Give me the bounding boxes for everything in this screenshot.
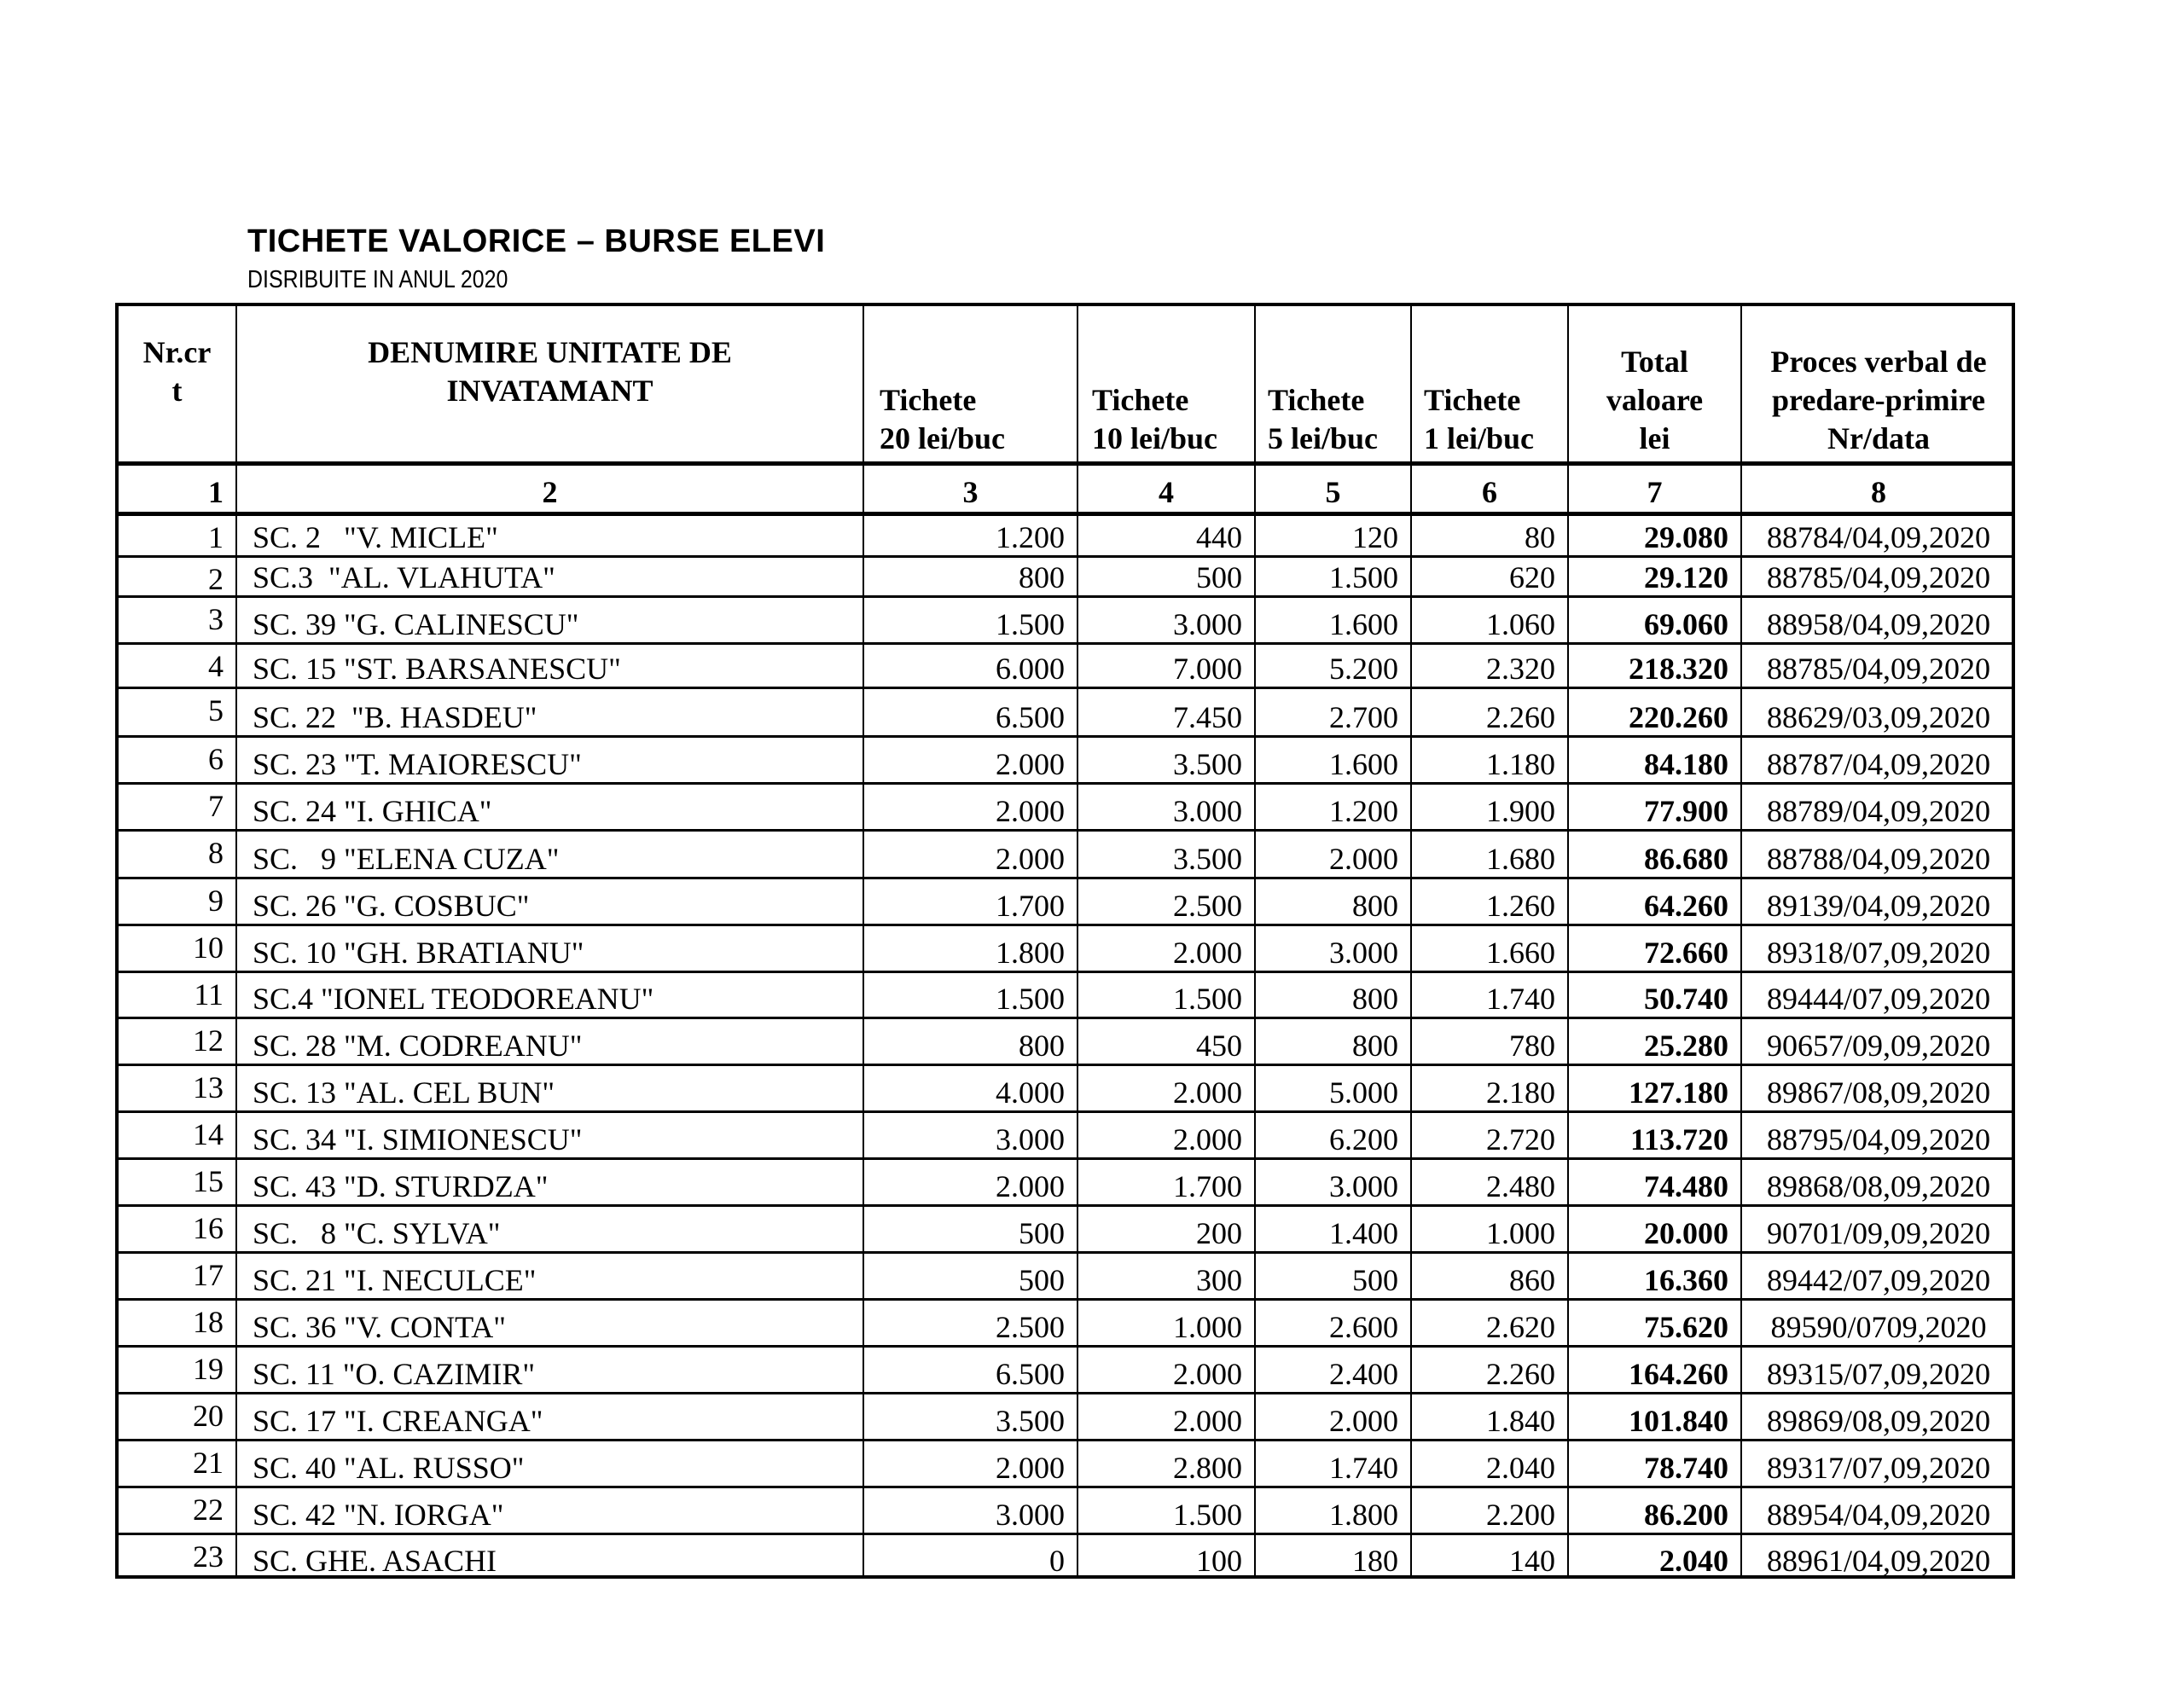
cell-total-valoare: 2.040 bbox=[1567, 1535, 1740, 1579]
cell-school-name: SC. 43 "D. STURDZA" bbox=[235, 1160, 863, 1204]
cell-tichete-5: 180 bbox=[1254, 1535, 1410, 1579]
cell-nr-crt: 9 bbox=[208, 884, 224, 918]
cell-proces-verbal: 89590/0709,2020 bbox=[1740, 1301, 2015, 1345]
column-index-row bbox=[119, 461, 2012, 512]
cell-tichete-1: 2.620 bbox=[1410, 1301, 1567, 1345]
cell-total-valoare: 29.080 bbox=[1567, 516, 1740, 555]
cell-tichete-1: 620 bbox=[1410, 558, 1567, 595]
header-nr-crt-line-2: t bbox=[171, 374, 183, 408]
table-row bbox=[119, 1345, 2012, 1392]
header-denumire-line-1: DENUMIRE UNITATE DE bbox=[368, 335, 732, 369]
cell-tichete-20: 1.700 bbox=[863, 879, 1077, 924]
cell-tichete-10: 7.450 bbox=[1077, 689, 1254, 735]
cell-tichete-10: 1.000 bbox=[1077, 1301, 1254, 1345]
cell-total-valoare: 74.480 bbox=[1567, 1160, 1740, 1204]
cell-tichete-1: 1.680 bbox=[1410, 832, 1567, 877]
table-row bbox=[119, 1251, 2012, 1298]
cell-proces-verbal: 88784/04,09,2020 bbox=[1740, 516, 2015, 555]
cell-tichete-5: 5.000 bbox=[1254, 1066, 1410, 1110]
cell-proces-verbal: 89442/07,09,2020 bbox=[1740, 1254, 2015, 1298]
cell-tichete-20: 2.000 bbox=[863, 1160, 1077, 1204]
cell-proces-verbal: 88629/03,09,2020 bbox=[1740, 689, 2015, 735]
header-tichete-1 bbox=[1410, 306, 1567, 461]
header-nr-crt bbox=[119, 306, 235, 461]
cell-proces-verbal: 88785/04,09,2020 bbox=[1740, 558, 2015, 595]
cell-nr-crt: 5 bbox=[208, 693, 224, 728]
header-pv-line-2: predare-primire bbox=[1772, 383, 1985, 417]
cell-nr-crt: 4 bbox=[208, 649, 224, 683]
cell-tichete-20: 6.500 bbox=[863, 689, 1077, 735]
table-row bbox=[119, 555, 2012, 595]
cell-proces-verbal: 88787/04,09,2020 bbox=[1740, 738, 2015, 782]
cell-school-name: SC. 40 "AL. RUSSO" bbox=[235, 1441, 863, 1486]
cell-proces-verbal: 88795/04,09,2020 bbox=[1740, 1113, 2015, 1157]
cell-proces-verbal: 88954/04,09,2020 bbox=[1740, 1488, 2015, 1533]
cell-nr-crt: 19 bbox=[193, 1352, 224, 1386]
cell-tichete-1: 1.180 bbox=[1410, 738, 1567, 782]
header-nr-crt-line-1: Nr.cr bbox=[142, 335, 212, 369]
cell-tichete-10: 500 bbox=[1077, 558, 1254, 595]
cell-tichete-5: 1.400 bbox=[1254, 1207, 1410, 1251]
cell-school-name: SC.4 "IONEL TEODOREANU" bbox=[235, 973, 863, 1017]
cell-nr-crt: 17 bbox=[193, 1258, 224, 1292]
cell-school-name: SC. 42 "N. IORGA" bbox=[235, 1488, 863, 1533]
cell-tichete-20: 2.500 bbox=[863, 1301, 1077, 1345]
table-row bbox=[119, 924, 2012, 971]
cell-tichete-1: 1.900 bbox=[1410, 785, 1567, 829]
header-tichete-20-line-1: Tichete bbox=[880, 383, 977, 417]
table-row bbox=[119, 1533, 2012, 1579]
column-index: 5 bbox=[1254, 466, 1410, 512]
cell-proces-verbal: 88789/04,09,2020 bbox=[1740, 785, 2015, 829]
header-total-line-1: Total bbox=[1621, 345, 1688, 379]
cell-tichete-10: 3.000 bbox=[1077, 785, 1254, 829]
table-row bbox=[119, 1110, 2012, 1157]
cell-proces-verbal: 89869/08,09,2020 bbox=[1740, 1394, 2015, 1439]
cell-tichete-10: 1.700 bbox=[1077, 1160, 1254, 1204]
cell-tichete-20: 4.000 bbox=[863, 1066, 1077, 1110]
cell-tichete-5: 800 bbox=[1254, 973, 1410, 1017]
cell-tichete-5: 2.000 bbox=[1254, 1394, 1410, 1439]
cell-tichete-5: 2.600 bbox=[1254, 1301, 1410, 1345]
cell-nr-crt: 2 bbox=[208, 562, 224, 595]
cell-school-name: SC.3 "AL. VLAHUTA" bbox=[235, 558, 863, 595]
cell-tichete-20: 6.500 bbox=[863, 1348, 1077, 1392]
cell-tichete-1: 2.320 bbox=[1410, 645, 1567, 687]
cell-tichete-20: 1.800 bbox=[863, 926, 1077, 971]
cell-proces-verbal: 88788/04,09,2020 bbox=[1740, 832, 2015, 877]
cell-tichete-10: 2.000 bbox=[1077, 1348, 1254, 1392]
cell-total-valoare: 78.740 bbox=[1567, 1441, 1740, 1486]
cell-tichete-5: 800 bbox=[1254, 1019, 1410, 1064]
cell-tichete-5: 1.740 bbox=[1254, 1441, 1410, 1486]
cell-tichete-5: 1.600 bbox=[1254, 598, 1410, 642]
cell-school-name: SC. 39 "G. CALINESCU" bbox=[235, 598, 863, 642]
table-row bbox=[119, 1064, 2012, 1110]
cell-tichete-1: 860 bbox=[1410, 1254, 1567, 1298]
cell-tichete-5: 800 bbox=[1254, 879, 1410, 924]
cell-school-name: SC. GHE. ASACHI bbox=[235, 1535, 863, 1579]
tickets-table bbox=[115, 303, 2015, 1579]
cell-tichete-1: 1.000 bbox=[1410, 1207, 1567, 1251]
cell-tichete-5: 2.000 bbox=[1254, 832, 1410, 877]
column-index: 6 bbox=[1410, 466, 1567, 512]
cell-tichete-10: 2.000 bbox=[1077, 1113, 1254, 1157]
cell-tichete-20: 2.000 bbox=[863, 1441, 1077, 1486]
cell-school-name: SC. 11 "O. CAZIMIR" bbox=[235, 1348, 863, 1392]
header-total-line-2: valoare bbox=[1606, 383, 1704, 417]
table-row bbox=[119, 642, 2012, 687]
cell-proces-verbal: 89318/07,09,2020 bbox=[1740, 926, 2015, 971]
cell-school-name: SC. 8 "C. SYLVA" bbox=[235, 1207, 863, 1251]
cell-total-valoare: 20.000 bbox=[1567, 1207, 1740, 1251]
header-tichete-10-line-1: Tichete bbox=[1092, 383, 1189, 417]
cell-tichete-5: 2.400 bbox=[1254, 1348, 1410, 1392]
cell-nr-crt: 22 bbox=[193, 1493, 224, 1527]
table-row bbox=[119, 829, 2012, 877]
cell-nr-crt: 20 bbox=[193, 1399, 224, 1433]
cell-tichete-5: 1.600 bbox=[1254, 738, 1410, 782]
cell-tichete-20: 6.000 bbox=[863, 645, 1077, 687]
cell-tichete-1: 1.060 bbox=[1410, 598, 1567, 642]
cell-total-valoare: 127.180 bbox=[1567, 1066, 1740, 1110]
cell-school-name: SC. 2 "V. MICLE" bbox=[235, 516, 863, 555]
table-row bbox=[119, 877, 2012, 924]
table-row bbox=[119, 1157, 2012, 1204]
cell-tichete-20: 3.000 bbox=[863, 1488, 1077, 1533]
header-total-valoare bbox=[1567, 306, 1740, 461]
cell-tichete-1: 2.200 bbox=[1410, 1488, 1567, 1533]
cell-tichete-1: 1.660 bbox=[1410, 926, 1567, 971]
cell-tichete-10: 200 bbox=[1077, 1207, 1254, 1251]
cell-tichete-1: 1.840 bbox=[1410, 1394, 1567, 1439]
header-tichete-10 bbox=[1077, 306, 1254, 461]
cell-tichete-1: 1.740 bbox=[1410, 973, 1567, 1017]
header-tichete-20 bbox=[863, 306, 1077, 461]
cell-tichete-10: 7.000 bbox=[1077, 645, 1254, 687]
cell-tichete-10: 2.000 bbox=[1077, 1394, 1254, 1439]
cell-tichete-5: 1.200 bbox=[1254, 785, 1410, 829]
cell-nr-crt: 16 bbox=[193, 1211, 224, 1245]
table-header-row bbox=[119, 306, 2012, 461]
header-tichete-10-line-2: 10 lei/buc bbox=[1092, 421, 1218, 455]
cell-proces-verbal: 89315/07,09,2020 bbox=[1740, 1348, 2015, 1392]
cell-tichete-20: 500 bbox=[863, 1254, 1077, 1298]
cell-proces-verbal: 89444/07,09,2020 bbox=[1740, 973, 2015, 1017]
cell-tichete-20: 3.500 bbox=[863, 1394, 1077, 1439]
cell-total-valoare: 164.260 bbox=[1567, 1348, 1740, 1392]
header-tichete-5-line-2: 5 lei/buc bbox=[1268, 421, 1379, 455]
cell-tichete-1: 2.480 bbox=[1410, 1160, 1567, 1204]
table-row bbox=[119, 1204, 2012, 1251]
cell-school-name: SC. 22 "B. HASDEU" bbox=[235, 689, 863, 735]
document-title: TICHETE VALORICE – BURSE ELEVI bbox=[247, 223, 826, 259]
cell-tichete-5: 3.000 bbox=[1254, 1160, 1410, 1204]
cell-total-valoare: 101.840 bbox=[1567, 1394, 1740, 1439]
header-tichete-20-line-2: 20 lei/buc bbox=[880, 421, 1006, 455]
cell-tichete-10: 100 bbox=[1077, 1535, 1254, 1579]
cell-school-name: SC. 23 "T. MAIORESCU" bbox=[235, 738, 863, 782]
cell-total-valoare: 75.620 bbox=[1567, 1301, 1740, 1345]
cell-tichete-10: 440 bbox=[1077, 516, 1254, 555]
column-index: 4 bbox=[1077, 466, 1254, 512]
cell-proces-verbal: 90657/09,09,2020 bbox=[1740, 1019, 2015, 1064]
cell-tichete-10: 2.800 bbox=[1077, 1441, 1254, 1486]
cell-proces-verbal: 90701/09,09,2020 bbox=[1740, 1207, 2015, 1251]
cell-nr-crt: 13 bbox=[193, 1070, 224, 1104]
cell-tichete-1: 2.260 bbox=[1410, 1348, 1567, 1392]
cell-proces-verbal: 89139/04,09,2020 bbox=[1740, 879, 2015, 924]
cell-tichete-1: 80 bbox=[1410, 516, 1567, 555]
cell-nr-crt: 21 bbox=[193, 1446, 224, 1480]
table-row bbox=[119, 1298, 2012, 1345]
cell-tichete-10: 1.500 bbox=[1077, 973, 1254, 1017]
table-row bbox=[119, 595, 2012, 642]
table-row bbox=[119, 1392, 2012, 1439]
cell-total-valoare: 77.900 bbox=[1567, 785, 1740, 829]
table-row bbox=[119, 782, 2012, 829]
cell-nr-crt: 23 bbox=[193, 1539, 224, 1574]
cell-tichete-5: 1.800 bbox=[1254, 1488, 1410, 1533]
header-denumire-line-2: INVATAMANT bbox=[446, 374, 653, 408]
cell-tichete-1: 1.260 bbox=[1410, 879, 1567, 924]
cell-tichete-20: 1.500 bbox=[863, 973, 1077, 1017]
cell-tichete-20: 2.000 bbox=[863, 832, 1077, 877]
column-index: 3 bbox=[863, 466, 1077, 512]
cell-nr-crt: 18 bbox=[193, 1305, 224, 1339]
cell-school-name: SC. 24 "I. GHICA" bbox=[235, 785, 863, 829]
cell-tichete-10: 1.500 bbox=[1077, 1488, 1254, 1533]
cell-nr-crt: 15 bbox=[193, 1164, 224, 1198]
header-proces-verbal bbox=[1740, 306, 2015, 461]
cell-tichete-10: 3.500 bbox=[1077, 832, 1254, 877]
cell-tichete-20: 2.000 bbox=[863, 785, 1077, 829]
cell-total-valoare: 16.360 bbox=[1567, 1254, 1740, 1298]
column-index: 8 bbox=[1740, 466, 2015, 512]
cell-school-name: SC. 21 "I. NECULCE" bbox=[235, 1254, 863, 1298]
cell-total-valoare: 72.660 bbox=[1567, 926, 1740, 971]
header-pv-line-3: Nr/data bbox=[1827, 421, 1930, 455]
cell-total-valoare: 86.200 bbox=[1567, 1488, 1740, 1533]
cell-nr-crt: 8 bbox=[208, 836, 224, 870]
cell-tichete-10: 2.500 bbox=[1077, 879, 1254, 924]
header-pv-line-1: Proces verbal de bbox=[1770, 345, 1987, 379]
header-tichete-5-line-1: Tichete bbox=[1268, 383, 1365, 417]
cell-nr-crt: 7 bbox=[208, 789, 224, 823]
cell-tichete-5: 2.700 bbox=[1254, 689, 1410, 735]
cell-nr-crt: 12 bbox=[193, 1023, 224, 1058]
cell-total-valoare: 86.680 bbox=[1567, 832, 1740, 877]
cell-tichete-5: 500 bbox=[1254, 1254, 1410, 1298]
cell-total-valoare: 84.180 bbox=[1567, 738, 1740, 782]
cell-school-name: SC. 17 "I. CREANGA" bbox=[235, 1394, 863, 1439]
cell-school-name: SC. 10 "GH. BRATIANU" bbox=[235, 926, 863, 971]
cell-tichete-1: 2.040 bbox=[1410, 1441, 1567, 1486]
table-row bbox=[119, 971, 2012, 1017]
cell-total-valoare: 29.120 bbox=[1567, 558, 1740, 595]
cell-nr-crt: 14 bbox=[193, 1117, 224, 1151]
cell-total-valoare: 25.280 bbox=[1567, 1019, 1740, 1064]
cell-total-valoare: 113.720 bbox=[1567, 1113, 1740, 1157]
cell-tichete-5: 3.000 bbox=[1254, 926, 1410, 971]
cell-proces-verbal: 89867/08,09,2020 bbox=[1740, 1066, 2015, 1110]
cell-tichete-10: 3.500 bbox=[1077, 738, 1254, 782]
cell-proces-verbal: 88958/04,09,2020 bbox=[1740, 598, 2015, 642]
cell-school-name: SC. 36 "V. CONTA" bbox=[235, 1301, 863, 1345]
cell-total-valoare: 69.060 bbox=[1567, 598, 1740, 642]
document-subtitle: DISRIBUITE IN ANUL 2020 bbox=[247, 266, 508, 293]
header-tichete-5 bbox=[1254, 306, 1410, 461]
cell-tichete-20: 0 bbox=[863, 1535, 1077, 1579]
cell-proces-verbal: 88785/04,09,2020 bbox=[1740, 645, 2015, 687]
cell-school-name: SC. 15 "ST. BARSANESCU" bbox=[235, 645, 863, 687]
cell-school-name: SC. 28 "M. CODREANU" bbox=[235, 1019, 863, 1064]
cell-tichete-5: 1.500 bbox=[1254, 558, 1410, 595]
cell-total-valoare: 64.260 bbox=[1567, 879, 1740, 924]
column-index: 1 bbox=[208, 475, 224, 509]
cell-tichete-10: 3.000 bbox=[1077, 598, 1254, 642]
cell-tichete-1: 780 bbox=[1410, 1019, 1567, 1064]
cell-proces-verbal: 89317/07,09,2020 bbox=[1740, 1441, 2015, 1486]
cell-tichete-20: 800 bbox=[863, 558, 1077, 595]
header-tichete-1-line-1: Tichete bbox=[1424, 383, 1521, 417]
cell-total-valoare: 220.260 bbox=[1567, 689, 1740, 735]
column-index: 2 bbox=[235, 466, 863, 512]
table-row bbox=[119, 1439, 2012, 1486]
table-row bbox=[119, 735, 2012, 782]
cell-tichete-10: 300 bbox=[1077, 1254, 1254, 1298]
cell-school-name: SC. 9 "ELENA CUZA" bbox=[235, 832, 863, 877]
cell-proces-verbal: 88961/04,09,2020 bbox=[1740, 1535, 2015, 1579]
cell-tichete-20: 1.500 bbox=[863, 598, 1077, 642]
table-row bbox=[119, 1486, 2012, 1533]
cell-tichete-1: 2.720 bbox=[1410, 1113, 1567, 1157]
cell-tichete-1: 2.260 bbox=[1410, 689, 1567, 735]
cell-tichete-20: 800 bbox=[863, 1019, 1077, 1064]
cell-tichete-1: 2.180 bbox=[1410, 1066, 1567, 1110]
header-tichete-1-line-2: 1 lei/buc bbox=[1424, 421, 1535, 455]
cell-tichete-20: 1.200 bbox=[863, 516, 1077, 555]
cell-total-valoare: 218.320 bbox=[1567, 645, 1740, 687]
header-total-line-3: lei bbox=[1639, 421, 1670, 455]
cell-tichete-1: 140 bbox=[1410, 1535, 1567, 1579]
cell-tichete-5: 5.200 bbox=[1254, 645, 1410, 687]
cell-total-valoare: 50.740 bbox=[1567, 973, 1740, 1017]
column-index: 7 bbox=[1567, 466, 1740, 512]
cell-nr-crt: 11 bbox=[194, 977, 224, 1012]
cell-nr-crt: 1 bbox=[208, 520, 224, 554]
table-row bbox=[119, 687, 2012, 735]
cell-tichete-10: 2.000 bbox=[1077, 1066, 1254, 1110]
cell-school-name: SC. 26 "G. COSBUC" bbox=[235, 879, 863, 924]
table-row bbox=[119, 1017, 2012, 1064]
cell-tichete-5: 6.200 bbox=[1254, 1113, 1410, 1157]
cell-school-name: SC. 34 "I. SIMIONESCU" bbox=[235, 1113, 863, 1157]
cell-tichete-10: 450 bbox=[1077, 1019, 1254, 1064]
cell-tichete-20: 3.000 bbox=[863, 1113, 1077, 1157]
header-denumire bbox=[235, 306, 863, 461]
table-row bbox=[119, 512, 2012, 555]
cell-nr-crt: 3 bbox=[208, 602, 224, 636]
cell-tichete-20: 500 bbox=[863, 1207, 1077, 1251]
cell-tichete-5: 120 bbox=[1254, 516, 1410, 555]
cell-tichete-10: 2.000 bbox=[1077, 926, 1254, 971]
cell-nr-crt: 6 bbox=[208, 742, 224, 776]
cell-school-name: SC. 13 "AL. CEL BUN" bbox=[235, 1066, 863, 1110]
cell-tichete-20: 2.000 bbox=[863, 738, 1077, 782]
cell-nr-crt: 10 bbox=[193, 930, 224, 965]
cell-proces-verbal: 89868/08,09,2020 bbox=[1740, 1160, 2015, 1204]
